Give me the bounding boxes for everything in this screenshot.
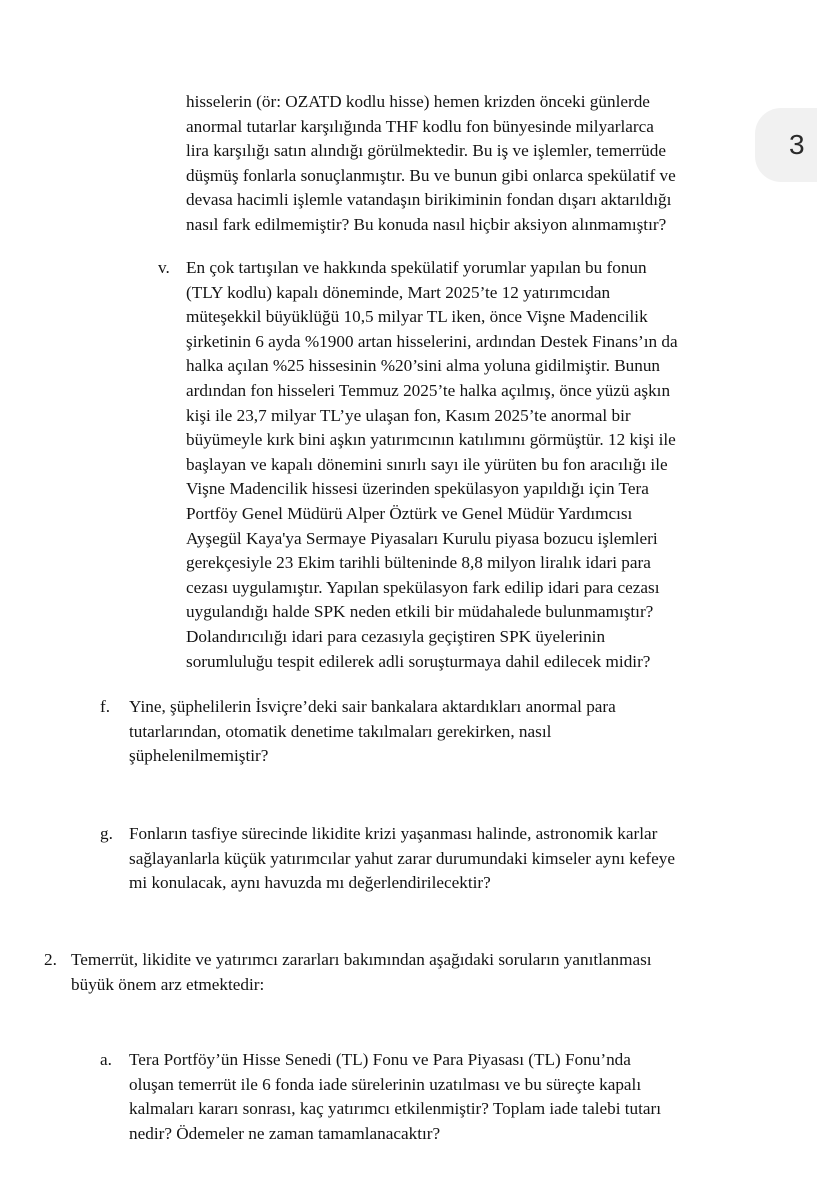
page-number-badge xyxy=(755,108,817,182)
paragraph-line: nasıl fark edilmemiştir? Bu konuda nasıl hiçbir aksiyon alınmamıştır? xyxy=(186,214,667,234)
list-item-v xyxy=(186,256,678,674)
paragraph-line: nedir? Ödemeler ne zaman tamamlanacaktır? xyxy=(129,1123,441,1143)
paragraph-line: Temerrüt, likidite ve yatırımcı zararları bakımından aşağıdaki soruların yanıtlanması xyxy=(71,950,652,969)
paragraph-line: mi konulacak, aynı havuzda mı değerlendirilecektir? xyxy=(129,873,491,893)
paragraph-line: Ayşegül Kaya'ya Sermaye Piyasaları Kurulu piyasa bozucu işlemleri xyxy=(186,528,658,548)
paragraph-line: uygulandığı halde SPK neden etkili bir müdahalede bulunmamıştır? xyxy=(186,602,654,622)
paragraph-line: Dolandırıcılığı idari para cezasıyla geçiştiren SPK üyelerinin xyxy=(186,626,606,646)
paragraph-line: büyümeyle kırk bini aşkın yatırımcının katılımını görmüştür. 12 kişi ile xyxy=(186,430,676,450)
paragraph-line: En çok tartışılan ve hakkında spekülatif yorumlar yapılan bu fonun xyxy=(186,258,647,277)
paragraph-line: müteşekkil büyüklüğü 10,5 milyar TL iken, önce Vişne Madencilik xyxy=(186,307,648,327)
paragraph-line: şirketinin 6 ayda %1900 artan hisselerini, ardından Destek Finans’ın da xyxy=(186,331,678,351)
paragraph-line: büyük önem arz etmektedir: xyxy=(71,974,265,994)
paragraph-line: ardından fon hisseleri Temmuz 2025’te halka açılmış, önce yüzü aşkın xyxy=(186,380,671,400)
paragraph-line: anormal tutarlar karşılığında THF kodlu fon bünyesinde milyarlarca xyxy=(186,116,654,136)
paragraph-line: oluşan temerrüt ile 6 fonda iade sürelerinin uzatılması ve bu süreçte kapalı xyxy=(129,1074,642,1094)
paragraph-line: düşmüş fonlarla sonuçlanmıştır. Bu ve bunun gibi onlarca spekülatif ve xyxy=(186,165,676,185)
paragraph-line: cezası uygulamıştır. Yapılan spekülasyon fark edilip idari para cezası xyxy=(186,577,660,597)
paragraph-line: sorumluluğu tespit edilerek adli soruşturmaya dahil edilecek midir? xyxy=(186,651,651,671)
paragraph-line: Tera Portföy’ün Hisse Senedi (TL) Fonu ve Para Piyasası (TL) Fonu’nda xyxy=(129,1050,631,1069)
page-number: 3 xyxy=(789,129,805,160)
paragraph-line: Fonların tasfiye sürecinde likidite krizi yaşanması halinde, astronomik karlar xyxy=(129,824,658,843)
list-item-a xyxy=(129,1048,661,1146)
list-marker-2: 2. xyxy=(44,950,57,969)
list-item-2 xyxy=(71,948,652,997)
paragraph-line: şüphelenilmemiştir? xyxy=(129,746,269,766)
paragraph-line: Vişne Madencilik hissesi üzerinden spekülasyon yapıldığı için Tera xyxy=(186,479,649,499)
paragraph-line: (TLY kodlu) kapalı döneminde, Mart 2025’te 12 yatırımcıdan xyxy=(186,282,611,302)
paragraph-line: başlayan ve kapalı dönemini sınırlı sayı ile yürüten bu fon aracılığı ile xyxy=(186,454,668,474)
paragraph-line: lira karşılığı satın alındığı görülmektedir. Bu iş ve işlemler, temerrüde xyxy=(186,141,666,161)
paragraph-line: halka açılan %25 hissesinin %20’sini alma yoluna gidilmiştir. Bunun xyxy=(186,356,661,376)
list-marker-f: f. xyxy=(100,697,111,716)
list-item-f xyxy=(129,695,616,769)
paragraph-line: Yine, şüphelilerin İsviçre’deki sair bankalara aktardıkları anormal para xyxy=(129,697,616,716)
list-marker-a: a. xyxy=(100,1050,112,1069)
paragraph-line: devasa hacimli işlemle vatandaşın birikiminin fondan dışarı aktarıldığı xyxy=(186,190,672,210)
paragraph-line: Portföy Genel Müdürü Alper Öztürk ve Genel Müdür Yardımcısı xyxy=(186,503,633,523)
list-item-g xyxy=(129,822,675,896)
paragraph-line: sağlayanlarla küçük yatırımcılar yahut zarar durumundaki kimseler aynı kefeye xyxy=(129,848,675,868)
paragraph-line: kalmaları kararı sonrası, kaç yatırımcı etkilenmiştir? Toplam iade talebi tutarı xyxy=(129,1099,662,1119)
paragraph-line: kişi ile 23,7 milyar TL’ye ulaşan fon, Kasım 2025’te anormal bir xyxy=(186,405,631,425)
paragraph-line: tutarlarından, otomatik denetime takılmaları gerekirken, nasıl xyxy=(129,721,552,741)
list-marker-v: v. xyxy=(158,258,170,277)
paragraph-line: hisselerin (ör: OZATD kodlu hisse) hemen krizden önceki günlerde xyxy=(186,92,650,111)
continuation-paragraph xyxy=(186,90,676,238)
list-marker-g: g. xyxy=(100,824,113,843)
paragraph-line: gerekçesiyle 23 Ekim tarihli bülteninde 8,8 milyon liralık idari para xyxy=(186,553,651,573)
